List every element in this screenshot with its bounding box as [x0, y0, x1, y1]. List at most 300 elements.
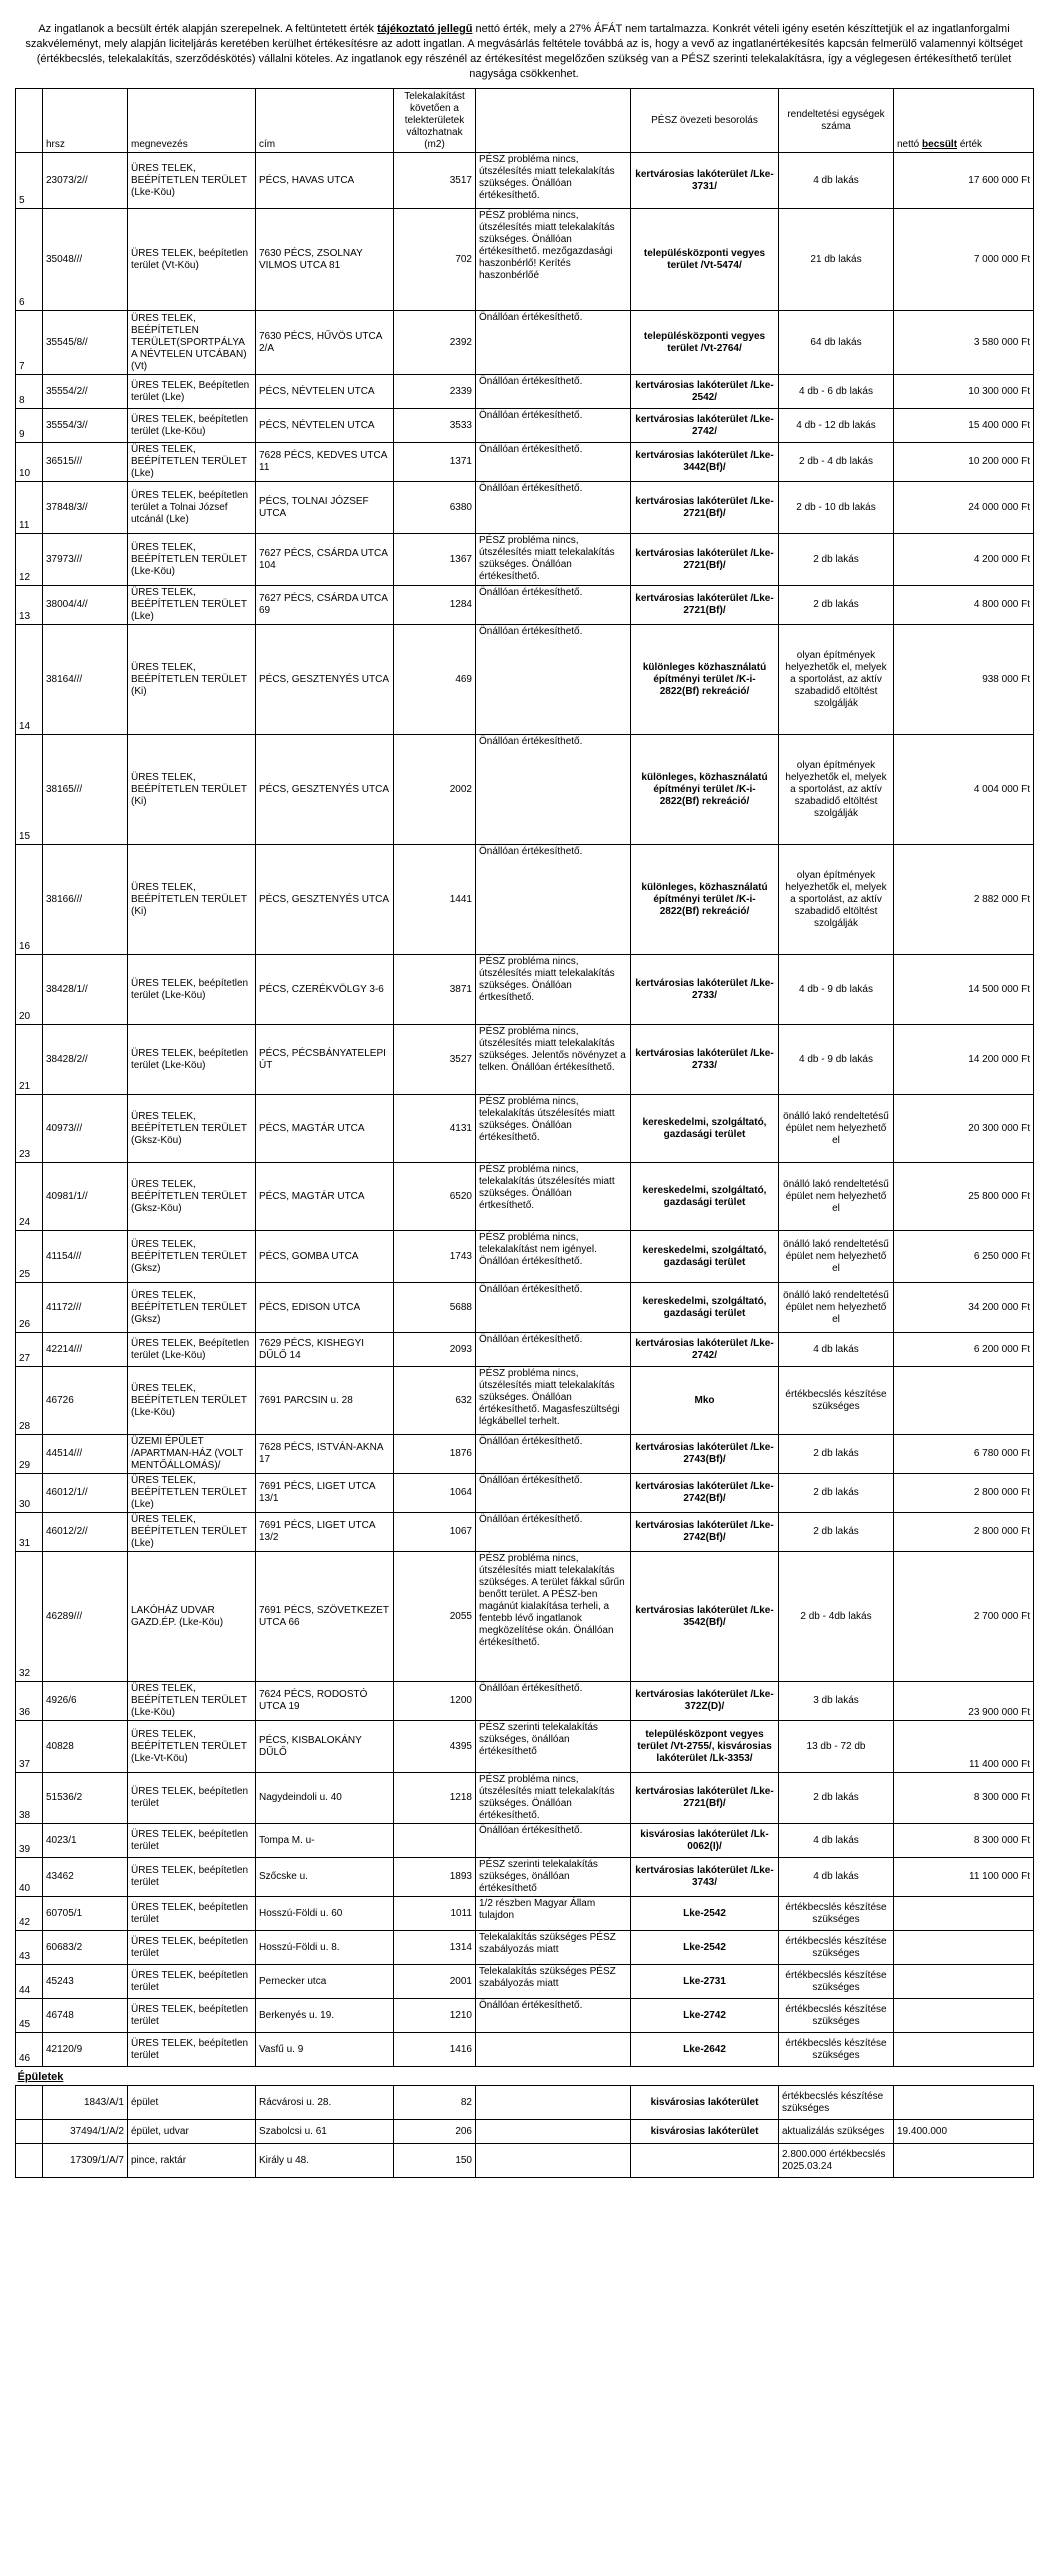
units-cell: 64 db lakás — [779, 311, 894, 375]
buildings-body — [16, 2067, 1034, 2178]
name-cell: ÜRES TELEK, BEÉPÍTETLEN TERÜLET (Lke) — [128, 586, 256, 625]
table-row — [16, 1773, 1034, 1824]
value-cell — [894, 1931, 1034, 1965]
note-cell: PÉSZ probléma nincs, telekalakítás útszélesítés miatt szükséges. Önállóan értékesíthető. — [476, 1095, 631, 1163]
table-row — [16, 534, 1034, 586]
name-cell: ÜRES TELEK, BEÉPÍTETLEN TERÜLET (Lke) — [128, 1474, 256, 1513]
name-cell: ÜRES TELEK, BEÉPÍTETLEN TERÜLET (Gksz-Köu) — [128, 1095, 256, 1163]
table-row — [16, 1474, 1034, 1513]
pesz-cell: Lke-2642 — [631, 2033, 779, 2067]
address-cell: PÉCS, CZERÉKVÖLGY 3-6 — [256, 955, 394, 1025]
address-cell: PÉCS, GOMBA UTCA — [256, 1231, 394, 1283]
area-cell: 4131 — [394, 1095, 476, 1163]
address-cell: Berkenyés u. 19. — [256, 1999, 394, 2033]
address-cell: PÉCS, NÉVTELEN UTCA — [256, 409, 394, 443]
hrsz-cell: 42120/9 — [43, 2033, 128, 2067]
address-cell: Szabolcsi u. 61 — [256, 2120, 394, 2144]
row-number-cell: 6 — [16, 209, 43, 311]
pesz-cell: kereskedelmi, szolgáltató, gazdasági terület — [631, 1283, 779, 1333]
table-row — [16, 375, 1034, 409]
note-cell: Önállóan értékesíthető. — [476, 1333, 631, 1367]
area-cell: 2392 — [394, 311, 476, 375]
row-number-cell: 9 — [16, 409, 43, 443]
area-cell: 2093 — [394, 1333, 476, 1367]
name-cell: ÜRES TELEK, BEÉPÍTETLEN TERÜLET (Gksz-Köu) — [128, 1163, 256, 1231]
hrsz-cell: 36515/// — [43, 443, 128, 482]
value-cell: 14 500 000 Ft — [894, 955, 1034, 1025]
name-cell: ÜRES TELEK, BEÉPÍTETLEN TERÜLET (Lke) — [128, 1513, 256, 1552]
value-cell: 7 000 000 Ft — [894, 209, 1034, 311]
pesz-cell: Lke-2542 — [631, 1931, 779, 1965]
row-number-cell: 45 — [16, 1999, 43, 2033]
units-cell: értékbecslés készítése szükséges — [779, 1965, 894, 1999]
address-cell: 7627 PÉCS, CSÁRDA UTCA 104 — [256, 534, 394, 586]
note-cell: PÉSZ probléma nincs, útszélesítés miatt telekalakítás szükséges. Önállóan értékesíthető. Magasfeszültségi légkábellel terhelt. — [476, 1367, 631, 1435]
pesz-cell: kisvárosias lakóterület /Lk-0062(I)/ — [631, 1824, 779, 1858]
address-cell: 7691 PARCSIN u. 28 — [256, 1367, 394, 1435]
note-cell: Önállóan értékesíthető. — [476, 482, 631, 534]
area-cell: 1064 — [394, 1474, 476, 1513]
row-number-cell: 25 — [16, 1231, 43, 1283]
row-number-cell: 11 — [16, 482, 43, 534]
units-cell: értékbecslés készítése szükséges — [779, 1999, 894, 2033]
table-row — [16, 153, 1034, 209]
note-cell: 1/2 részben Magyar Állam tulajdon — [476, 1897, 631, 1931]
pesz-cell: kertvárosias lakóterület /Lke-3542(Bf)/ — [631, 1552, 779, 1682]
header-value-bold: becsült — [922, 139, 958, 150]
units-cell: értékbecslés készítése szükséges — [779, 1931, 894, 1965]
name-cell: ÜRES TELEK, beépítetlen terület (Lke-Köu) — [128, 955, 256, 1025]
units-cell: 2 db - 10 db lakás — [779, 482, 894, 534]
area-cell: 6380 — [394, 482, 476, 534]
units-cell: 2 db - 4 db lakás — [779, 443, 894, 482]
area-cell: 1011 — [394, 1897, 476, 1931]
address-cell: 7627 PÉCS, CSÁRDA UTCA 69 — [256, 586, 394, 625]
row-number-cell: 32 — [16, 1552, 43, 1682]
note-cell: Önállóan értékesíthető. — [476, 586, 631, 625]
row-number-cell: 13 — [16, 586, 43, 625]
units-cell: 4 db - 12 db lakás — [779, 409, 894, 443]
pesz-cell: kertvárosias lakóterület /Lke-372Z(D)/ — [631, 1682, 779, 1721]
header-pesz: PÉSZ övezeti besorolás — [631, 89, 779, 153]
units-cell: 2 db lakás — [779, 586, 894, 625]
address-cell: Tompa M. u- — [256, 1824, 394, 1858]
pesz-cell: kertvárosias lakóterület /Lke-2721(Bf)/ — [631, 1773, 779, 1824]
note-cell: Önállóan értékesíthető. — [476, 311, 631, 375]
row-number-cell: 44 — [16, 1965, 43, 1999]
address-cell: Vasfű u. 9 — [256, 2033, 394, 2067]
pesz-cell: kertvárosias lakóterület /Lke-2721(Bf)/ — [631, 534, 779, 586]
hrsz-cell: 45243 — [43, 1965, 128, 1999]
value-cell: 6 200 000 Ft — [894, 1333, 1034, 1367]
hrsz-cell: 44514/// — [43, 1435, 128, 1474]
name-cell: ÜRES TELEK, BEÉPÍTETLEN TERÜLET (Lke) — [128, 443, 256, 482]
pesz-cell — [631, 2144, 779, 2178]
name-cell: ÜRES TELEK, BEÉPÍTETLEN TERÜLET (Lke-Köu) — [128, 1367, 256, 1435]
area-cell: 1210 — [394, 1999, 476, 2033]
area-cell: 3527 — [394, 1025, 476, 1095]
name-cell: ÜRES TELEK, BEÉPÍTETLEN TERÜLET (Ki) — [128, 845, 256, 955]
hrsz-cell: 46726 — [43, 1367, 128, 1435]
note-cell: Önállóan értékesíthető. — [476, 845, 631, 955]
units-cell: önálló lakó rendeltetésű épület nem helyezhető el — [779, 1163, 894, 1231]
area-cell: 2001 — [394, 1965, 476, 1999]
row-number-cell: 42 — [16, 1897, 43, 1931]
note-cell: Önállóan értékesíthető. — [476, 1513, 631, 1552]
header-name: megnevezés — [128, 89, 256, 153]
name-cell: ÜRES TELEK, beépítetlen terület — [128, 2033, 256, 2067]
name-cell: ÜRES TELEK, Beépítetlen terület (Lke-Köu) — [128, 1333, 256, 1367]
hrsz-cell: 60705/1 — [43, 1897, 128, 1931]
header-hrsz: hrsz — [43, 89, 128, 153]
building-row — [16, 2120, 1034, 2144]
row-number-cell: 30 — [16, 1474, 43, 1513]
units-cell: 4 db - 9 db lakás — [779, 1025, 894, 1095]
hrsz-cell: 37494/1/A/2 — [43, 2120, 128, 2144]
address-cell: PÉCS, GESZTENYÉS UTCA — [256, 625, 394, 735]
row-number-cell: 21 — [16, 1025, 43, 1095]
note-cell: Önállóan értékesíthető. — [476, 1474, 631, 1513]
row-number-cell: 27 — [16, 1333, 43, 1367]
note-cell — [476, 2120, 631, 2144]
pesz-cell: kertvárosias lakóterület /Lke-3442(Bf)/ — [631, 443, 779, 482]
buildings-section-title: Épületek — [17, 2071, 64, 2083]
hrsz-cell: 46012/2// — [43, 1513, 128, 1552]
hrsz-cell: 41154/// — [43, 1231, 128, 1283]
header-units: rendeltetési egységek száma — [779, 89, 894, 153]
address-cell: 7629 PÉCS, KISHEGYI DŰLŐ 14 — [256, 1333, 394, 1367]
pesz-cell: településközponti vegyes terület /Vt-5474/ — [631, 209, 779, 311]
row-number-cell: 14 — [16, 625, 43, 735]
value-cell: 2 800 000 Ft — [894, 1513, 1034, 1552]
row-number-cell: 16 — [16, 845, 43, 955]
units-cell: 2 db lakás — [779, 1435, 894, 1474]
row-number-cell: 20 — [16, 955, 43, 1025]
hrsz-cell: 38165/// — [43, 735, 128, 845]
table-row — [16, 311, 1034, 375]
area-cell: 150 — [394, 2144, 476, 2178]
table-row — [16, 2033, 1034, 2067]
table-header-row — [16, 89, 1034, 153]
area-cell: 1371 — [394, 443, 476, 482]
note-cell — [476, 2086, 631, 2120]
address-cell: PÉCS, MAGTÁR UTCA — [256, 1095, 394, 1163]
table-row — [16, 1231, 1034, 1283]
units-cell: aktualizálás szükséges — [779, 2120, 894, 2144]
hrsz-cell: 17309/1/A/7 — [43, 2144, 128, 2178]
header-value — [894, 89, 1034, 153]
area-cell: 6520 — [394, 1163, 476, 1231]
area-cell — [394, 1824, 476, 1858]
pesz-cell: kereskedelmi, szolgáltató, gazdasági terület — [631, 1231, 779, 1283]
address-cell: PÉCS, TOLNAI JÓZSEF UTCA — [256, 482, 394, 534]
table-body — [16, 153, 1034, 2067]
value-cell: 938 000 Ft — [894, 625, 1034, 735]
units-cell: 4 db lakás — [779, 1858, 894, 1897]
hrsz-cell: 43462 — [43, 1858, 128, 1897]
address-cell: Rácvárosi u. 28. — [256, 2086, 394, 2120]
area-cell: 632 — [394, 1367, 476, 1435]
note-cell: PÉSZ probléma nincs, útszélesítés miatt telekalakítás szükséges. Önállóan értékesíthető. — [476, 153, 631, 209]
pesz-cell: kereskedelmi, szolgáltató, gazdasági terület — [631, 1095, 779, 1163]
note-cell: Önállóan értékesíthető. — [476, 1283, 631, 1333]
address-cell: PÉCS, GESZTENYÉS UTCA — [256, 735, 394, 845]
name-cell: ÜRES TELEK, beépítetlen terület (Lke-Köu) — [128, 1025, 256, 1095]
value-cell — [894, 1367, 1034, 1435]
name-cell: ÜRES TELEK, beépítetlen terület — [128, 1897, 256, 1931]
address-cell: PÉCS, EDISON UTCA — [256, 1283, 394, 1333]
address-cell: 7630 PÉCS, ZSOLNAY VILMOS UTCA 81 — [256, 209, 394, 311]
address-cell: 7630 PÉCS, HŰVÖS UTCA 2/A — [256, 311, 394, 375]
row-number-cell: 39 — [16, 1824, 43, 1858]
name-cell: ÜRES TELEK, beépítetlen terület — [128, 1773, 256, 1824]
note-cell: Önállóan értékesíthető. — [476, 409, 631, 443]
units-cell: 4 db - 6 db lakás — [779, 375, 894, 409]
table-row — [16, 1824, 1034, 1858]
value-cell: 4 200 000 Ft — [894, 534, 1034, 586]
buildings-table — [15, 2067, 1034, 2178]
hrsz-cell: 35048/// — [43, 209, 128, 311]
pesz-cell: különleges, közhasználatú építményi terület /K-i-2822(Bf) rekreáció/ — [631, 735, 779, 845]
name-cell: ÜRES TELEK, Beépítetlen terület (Lke) — [128, 375, 256, 409]
building-row — [16, 2144, 1034, 2178]
row-number-cell: 29 — [16, 1435, 43, 1474]
value-cell — [894, 2086, 1034, 2120]
area-cell: 469 — [394, 625, 476, 735]
value-cell: 10 200 000 Ft — [894, 443, 1034, 482]
note-cell: PÉSZ probléma nincs, telekalakítás útszélesítés miatt szükséges. Önállóan értkesíthető. — [476, 1163, 631, 1231]
value-cell: 24 000 000 Ft — [894, 482, 1034, 534]
hrsz-cell: 38428/1// — [43, 955, 128, 1025]
row-number-cell: 12 — [16, 534, 43, 586]
units-cell: értékbecslés készítése szükséges — [779, 2033, 894, 2067]
value-cell: 6 780 000 Ft — [894, 1435, 1034, 1474]
row-number-cell: 38 — [16, 1773, 43, 1824]
header-area: Telekalakítást követően a telekterületek változhatnak (m2) — [394, 89, 476, 153]
row-number-cell: 43 — [16, 1931, 43, 1965]
row-number-cell: 23 — [16, 1095, 43, 1163]
units-cell: értékbecslés készítése szükséges — [779, 2086, 894, 2120]
address-cell: 7691 PÉCS, LIGET UTCA 13/2 — [256, 1513, 394, 1552]
note-cell: PÉSZ szerinti telekalakítás szükséges, önállóan értékesíthető — [476, 1721, 631, 1773]
hrsz-cell: 37973/// — [43, 534, 128, 586]
address-cell: 7628 PÉCS, ISTVÁN-AKNA 17 — [256, 1435, 394, 1474]
units-cell: 13 db - 72 db — [779, 1721, 894, 1773]
pesz-cell: Mko — [631, 1367, 779, 1435]
name-cell: épület, udvar — [128, 2120, 256, 2144]
hrsz-cell: 46748 — [43, 1999, 128, 2033]
table-row — [16, 1552, 1034, 1682]
units-cell: olyan építmények helyezhetők el, melyek a sportolást, az aktív szabadidő eltöltést szolgálják — [779, 845, 894, 955]
row-number-cell — [16, 2086, 43, 2120]
units-cell: 2 db lakás — [779, 534, 894, 586]
table-row — [16, 1721, 1034, 1773]
table-row — [16, 1163, 1034, 1231]
hrsz-cell: 4023/1 — [43, 1824, 128, 1858]
pesz-cell: kereskedelmi, szolgáltató, gazdasági terület — [631, 1163, 779, 1231]
address-cell: Pernecker utca — [256, 1965, 394, 1999]
value-cell: 8 300 000 Ft — [894, 1773, 1034, 1824]
value-cell: 20 300 000 Ft — [894, 1095, 1034, 1163]
area-cell: 2002 — [394, 735, 476, 845]
name-cell: ÜRES TELEK, BEÉPÍTETLEN TERÜLET (Gksz) — [128, 1231, 256, 1283]
name-cell: ÜRES TELEK, BEÉPÍTETLEN TERÜLET (Ki) — [128, 735, 256, 845]
units-cell: 21 db lakás — [779, 209, 894, 311]
table-row — [16, 1931, 1034, 1965]
note-cell — [476, 2033, 631, 2067]
table-row — [16, 1095, 1034, 1163]
note-cell: Önállóan értékesíthető. — [476, 375, 631, 409]
table-row — [16, 1965, 1034, 1999]
note-cell: PÉSZ probléma nincs, útszélesítés miatt telekalakítás szükséges. A terület fákkal sűrűn benőtt terület. A PÉSZ-ben magánút kialakítása terheli, a fentebb lévő ingatlanok megközelítése okán. Önállóan értékesíthető. — [476, 1552, 631, 1682]
row-number-cell — [16, 2144, 43, 2178]
table-row — [16, 1435, 1034, 1474]
name-cell: ÜRES TELEK, beépítetlen terület — [128, 1858, 256, 1897]
pesz-cell: különleges, közhasználatú építményi terület /K-i-2822(Bf) rekreáció/ — [631, 845, 779, 955]
hrsz-cell: 38004/4// — [43, 586, 128, 625]
note-cell: PÉSZ probléma nincs, útszélesítés miatt telekalakítás szükséges. Önállóan értékesíthető. — [476, 1773, 631, 1824]
units-cell: önálló lakó rendeltetésű épület nem helyezhető el — [779, 1231, 894, 1283]
area-cell: 702 — [394, 209, 476, 311]
hrsz-cell: 38166/// — [43, 845, 128, 955]
table-row — [16, 482, 1034, 534]
area-cell: 206 — [394, 2120, 476, 2144]
units-cell: 4 db lakás — [779, 1824, 894, 1858]
units-cell: értékbecslés készítése szükséges — [779, 1897, 894, 1931]
value-cell — [894, 1999, 1034, 2033]
header-row-number — [16, 89, 43, 153]
note-cell: Telekalakítás szükséges PÉSZ szabályozás miatt — [476, 1965, 631, 1999]
row-number-cell: 26 — [16, 1283, 43, 1333]
name-cell: ÜRES TELEK, BEÉPÍTETLEN TERÜLET (Lke-Köu) — [128, 1682, 256, 1721]
address-cell: Hosszú-Földi u. 8. — [256, 1931, 394, 1965]
address-cell: PÉCS, GESZTENYÉS UTCA — [256, 845, 394, 955]
row-number-cell: 24 — [16, 1163, 43, 1231]
units-cell: olyan építmények helyezhetők el, melyek a sportolást, az aktív szabadidő eltöltést szolgálják — [779, 735, 894, 845]
hrsz-cell: 51536/2 — [43, 1773, 128, 1824]
pesz-cell: kisvárosias lakóterület — [631, 2120, 779, 2144]
value-cell: 11 400 000 Ft — [894, 1721, 1034, 1773]
value-cell: 2 882 000 Ft — [894, 845, 1034, 955]
note-cell: Önállóan értékesíthető. — [476, 1999, 631, 2033]
area-cell: 1067 — [394, 1513, 476, 1552]
row-number-cell: 40 — [16, 1858, 43, 1897]
area-cell: 1284 — [394, 586, 476, 625]
area-cell: 4395 — [394, 1721, 476, 1773]
name-cell: ÜRES TELEK, beépítetlen terület — [128, 1965, 256, 1999]
table-row — [16, 1682, 1034, 1721]
hrsz-cell: 46289/// — [43, 1552, 128, 1682]
table-row — [16, 955, 1034, 1025]
units-cell: 2.800.000 értékbecslés 2025.03.24 — [779, 2144, 894, 2178]
hrsz-cell: 38428/2// — [43, 1025, 128, 1095]
area-cell: 2339 — [394, 375, 476, 409]
value-cell: 4 004 000 Ft — [894, 735, 1034, 845]
value-cell — [894, 1965, 1034, 1999]
table-row — [16, 586, 1034, 625]
area-cell: 1200 — [394, 1682, 476, 1721]
value-cell: 4 800 000 Ft — [894, 586, 1034, 625]
row-number-cell — [16, 2120, 43, 2144]
intro-bold-text: tájékoztató jellegű — [377, 23, 473, 35]
pesz-cell: kertvárosias lakóterület /Lke-2742/ — [631, 1333, 779, 1367]
name-cell: LAKÓHÁZ UDVAR GAZD.ÉP. (Lke-Köu) — [128, 1552, 256, 1682]
header-value-suffix: érték — [957, 139, 983, 150]
row-number-cell: 7 — [16, 311, 43, 375]
name-cell: ÜRES TELEK, BEÉPÍTETLEN TERÜLET(SPORTPÁLYA A NÉVTELEN UTCÁBAN) (Vt) — [128, 311, 256, 375]
note-cell: Önállóan értékesíthető. — [476, 1435, 631, 1474]
row-number-cell: 10 — [16, 443, 43, 482]
address-cell: Szőcske u. — [256, 1858, 394, 1897]
intro-text-rest: nettó érték, mely a 27% ÁFÁT nem tartalmazza. Konkrét vételi igény esetén készíttetjük el az ingatlanforgalmi szakvéleményt, mely alapján liciteljárás keretében kerülhet értékesítésre az adott ingatlan. A megvásárlás feltétele továbbá az is, hogy a vevő az ingatlanértékesítés kapcsán felmerülő valamennyi költséget (értékbecslés, telekalakítás, szerződéskötés) vállalni köteles. Az ingatlanok egy részénél az értékesítést megelőzően szükség van a PÉSZ szerinti telekalakításra, így a véglegesen értékesíthető terület nagysága csökkenhet. — [25, 23, 1023, 80]
units-cell: önálló lakó rendeltetésű épület nem helyezhető el — [779, 1095, 894, 1163]
pesz-cell: Lke-2542 — [631, 1897, 779, 1931]
note-cell: Önállóan értékesíthető. — [476, 1682, 631, 1721]
note-cell: PÉSZ probléma nincs, útszélesítés miatt telekalakítás szükséges. Önállóan értékesíthető. — [476, 534, 631, 586]
table-row — [16, 625, 1034, 735]
area-cell: 3533 — [394, 409, 476, 443]
name-cell: ÜRES TELEK, BEÉPÍTETLEN TERÜLET (Lke-Köu) — [128, 153, 256, 209]
table-row — [16, 1999, 1034, 2033]
row-number-cell: 8 — [16, 375, 43, 409]
note-cell: Önállóan értékesíthető. — [476, 443, 631, 482]
note-cell: Önállóan értékesíthető. — [476, 735, 631, 845]
name-cell: ÜRES TELEK, beépítetlen terület (Vt-Köu) — [128, 209, 256, 311]
table-row — [16, 735, 1034, 845]
table-row — [16, 1367, 1034, 1435]
hrsz-cell: 40828 — [43, 1721, 128, 1773]
name-cell: pince, raktár — [128, 2144, 256, 2178]
address-cell: 7624 PÉCS, RODOSTÓ UTCA 19 — [256, 1682, 394, 1721]
table-row — [16, 209, 1034, 311]
area-cell: 1893 — [394, 1858, 476, 1897]
area-cell: 1218 — [394, 1773, 476, 1824]
units-cell: önálló lakó rendeltetésű épület nem helyezhető el — [779, 1283, 894, 1333]
units-cell: 4 db lakás — [779, 1333, 894, 1367]
header-value-prefix: nettó — [897, 139, 923, 150]
row-number-cell: 15 — [16, 735, 43, 845]
pesz-cell: kertvárosias lakóterület /Lke-2742/ — [631, 409, 779, 443]
hrsz-cell: 42214/// — [43, 1333, 128, 1367]
hrsz-cell: 35545/8// — [43, 311, 128, 375]
value-cell: 34 200 000 Ft — [894, 1283, 1034, 1333]
units-cell: 4 db - 9 db lakás — [779, 955, 894, 1025]
address-cell: 7691 PÉCS, LIGET UTCA 13/1 — [256, 1474, 394, 1513]
address-cell: PÉCS, NÉVTELEN UTCA — [256, 375, 394, 409]
name-cell: ÜRES TELEK, BEÉPÍTETLEN TERÜLET (Gksz) — [128, 1283, 256, 1333]
header-address: cím — [256, 89, 394, 153]
value-cell: 8 300 000 Ft — [894, 1824, 1034, 1858]
pesz-cell: Lke-2742 — [631, 1999, 779, 2033]
note-cell: PÉSZ probléma nincs, telekalakítást nem igényel. Önállóan értékesíthető. — [476, 1231, 631, 1283]
address-cell: 7691 PÉCS, SZÖVETKEZET UTCA 66 — [256, 1552, 394, 1682]
units-cell: értékbecslés készítése szükséges — [779, 1367, 894, 1435]
row-number-cell: 46 — [16, 2033, 43, 2067]
note-cell: Telekalakítás szükséges PÉSZ szabályozás miatt — [476, 1931, 631, 1965]
units-cell: olyan építmények helyezhetők el, melyek a sportolást, az aktív szabadidő eltöltést szolgálják — [779, 625, 894, 735]
units-cell: 2 db lakás — [779, 1474, 894, 1513]
hrsz-cell: 35554/3// — [43, 409, 128, 443]
intro-text: Az ingatlanok a becsült érték alapján szerepelnek. A feltüntetett érték — [38, 23, 378, 35]
value-cell: 15 400 000 Ft — [894, 409, 1034, 443]
value-cell: 17 600 000 Ft — [894, 153, 1034, 209]
hrsz-cell: 4926/6 — [43, 1682, 128, 1721]
pesz-cell: kisvárosias lakóterület — [631, 2086, 779, 2120]
area-cell: 1876 — [394, 1435, 476, 1474]
table-row — [16, 409, 1034, 443]
value-cell: 10 300 000 Ft — [894, 375, 1034, 409]
table-row — [16, 1283, 1034, 1333]
